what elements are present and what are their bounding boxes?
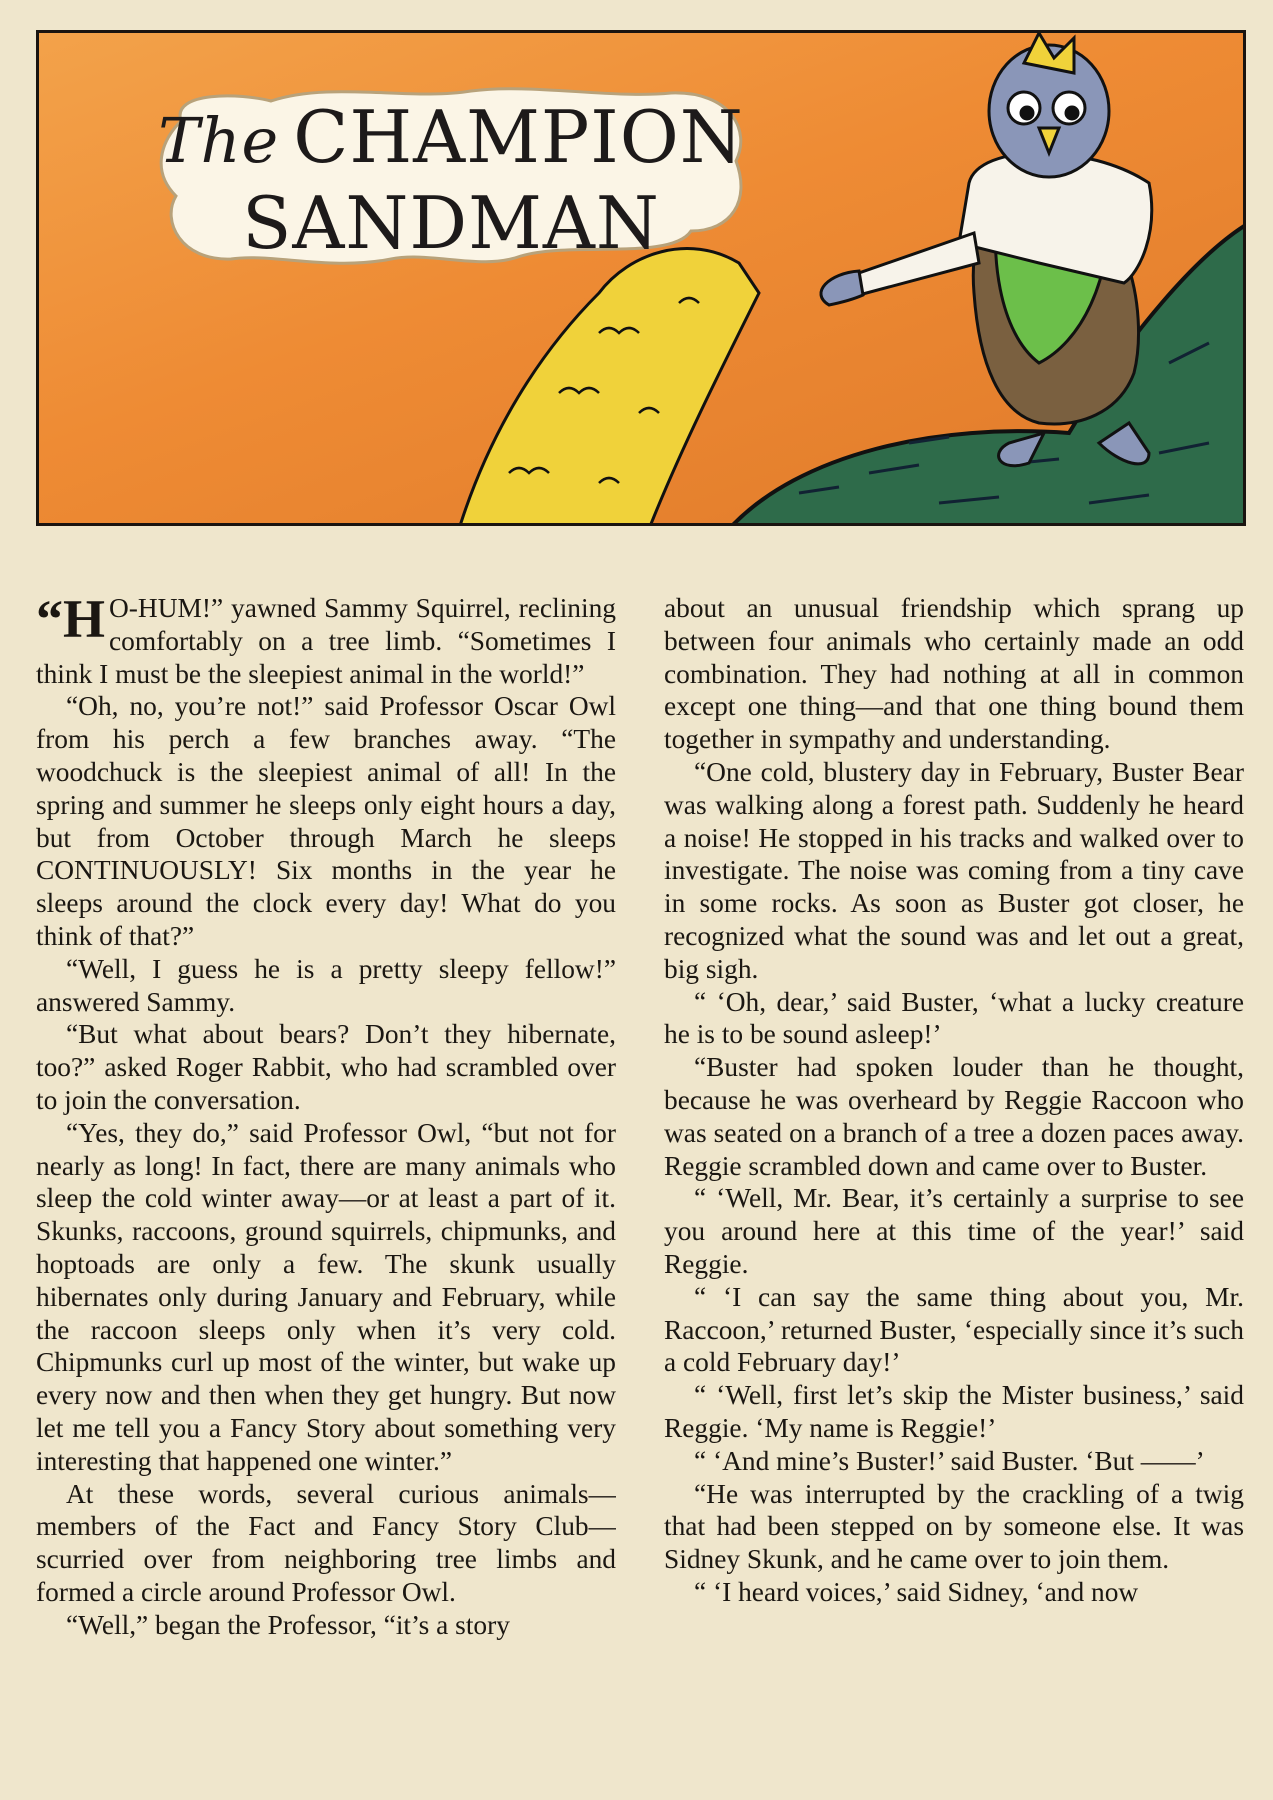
story-paragraph: “ ‘I can say the same thing about you, Mr. Raccoon,’ returned Buster, ‘especially since it’s such a cold February day!’ — [664, 1281, 1244, 1378]
owl-character — [821, 33, 1152, 466]
title-line-1 — [151, 95, 751, 179]
story-paragraph: “He was interrupted by the crackling of a twig that had been stepped on by someone else. It was Sidney Skunk, and he came over to join them. — [664, 1478, 1244, 1575]
story-paragraph — [36, 592, 616, 690]
story-column-right — [664, 592, 1244, 1788]
story-paragraph: “Oh, no, you’re not!” said Professor Oscar Owl from his perch a few branches away. “The woodchuck is the sleepiest animal of all! In the spring and summer he sleeps only eight hours a day, but from October through March he sleeps CONTINUOUSLY! Six months in the year he sleeps around the clock every day! What do you think of that?” — [36, 691, 616, 951]
title-line-2: SANDMAN — [242, 181, 660, 265]
drop-cap: “H — [36, 592, 106, 649]
story-paragraph: “One cold, blustery day in February, Buster Bear was walking along a forest path. Suddenly he heard a noise! He stopped in his tracks and walked over to investigate. The noise was coming from a tiny cave in some rocks. As soon as Buster got closer, he recognized what the sound was and let out a great, big sigh. — [664, 756, 1244, 984]
title-the: The — [158, 104, 280, 177]
story-paragraph: “ ‘I heard voices,’ said Sidney, ‘and now — [694, 1576, 1139, 1607]
story-paragraph: “Well,” began the Professor, “it’s a story — [66, 1609, 510, 1640]
story-paragraph: “ ‘And mine’s Buster!’ said Buster. ‘But ——’ — [694, 1445, 1205, 1476]
paragraph-text: O-HUM!” yawned Sammy Squirrel, reclining comfortably on a tree limb. “Sometimes I think I must be the sleepiest animal in the world!” — [36, 593, 616, 689]
title-champion: CHAMPION — [293, 95, 744, 179]
story-paragraph: “But what about bears? Don’t they hibernate, too?” asked Roger Rabbit, who had scrambled over to join the conversation. — [36, 1019, 616, 1115]
story-paragraph: “ ‘Well, first let’s skip the Mister business,’ said Reggie. ‘My name is Reggie!’ — [664, 1380, 1244, 1443]
story-paragraph: “Buster had spoken louder than he thought, because he was overheard by Reggie Raccoon who was seated on a branch of a tree a dozen paces away. Reggie scrambled down and came over to Buster. — [664, 1052, 1244, 1181]
story-paragraph: about an unusual friendship which sprang up between four animals who certainly made an odd combination. They had nothing at all in common except one thing—and that one thing bound them together in sympathy and understanding. — [664, 593, 1244, 755]
story-paragraph: “ ‘Well, Mr. Bear, it’s certainly a surprise to see you around here at this time of the year!’ said Reggie. — [664, 1183, 1244, 1279]
story-paragraph: “ ‘Oh, dear,’ said Buster, ‘what a lucky creature he is to be sound asleep!’ — [664, 986, 1244, 1050]
title-cloud-plate — [151, 81, 751, 271]
sand-stream — [459, 249, 759, 526]
story-paragraph: At these words, several curious animals—members of the Fact and Fancy Story Club—scurried over from neighboring tree limbs and formed a circle around Professor Owl. — [36, 1478, 616, 1607]
story-column-left — [36, 592, 616, 1788]
story-paragraph: “Well, I guess he is a pretty sleepy fellow!” answered Sammy. — [36, 953, 616, 1017]
title-illustration-panel — [36, 30, 1246, 526]
story-paragraph: “Yes, they do,” said Professor Owl, “but not for nearly as long! In fact, there are many animals who sleep the cold winter away—or at least a part of it. Skunks, raccoons, ground squirrels, chipmunks, and hoptoads are only a few. The skunk usually hibernates only during January and February, while the raccoon sleeps only when it’s very cold. Chipmunks curl up most of the winter, but wake up every now and then when they get hungry. But now let me tell you a Fancy Story about something very interesting that happened one winter.” — [36, 1117, 616, 1476]
